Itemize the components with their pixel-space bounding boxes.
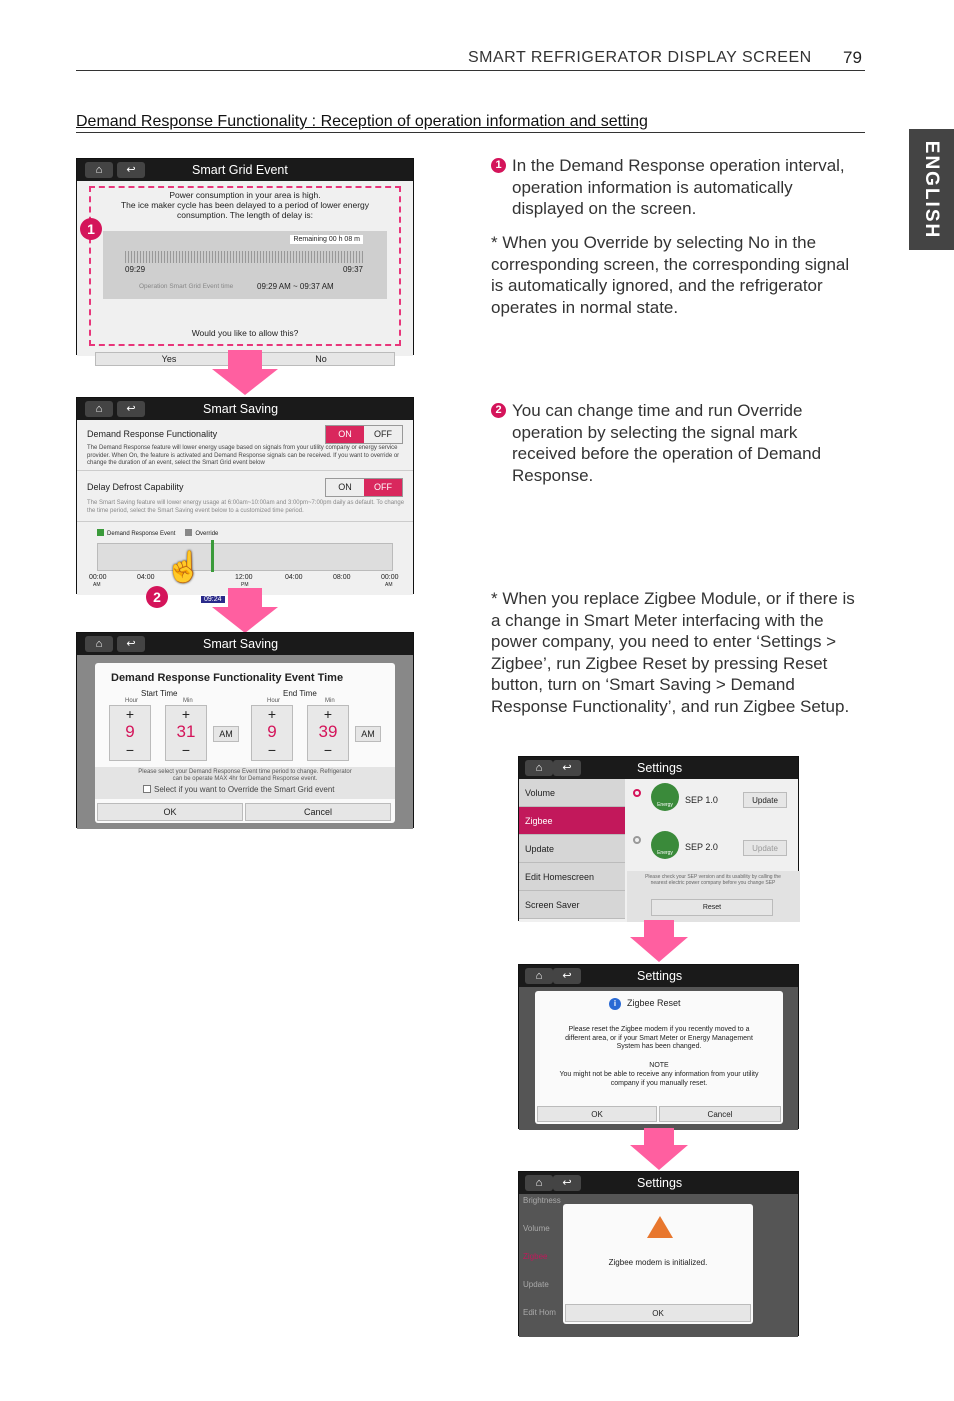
- timeline-end: 09:37: [342, 265, 363, 274]
- home-icon[interactable]: ⌂: [525, 968, 553, 984]
- language-tab: ENGLISH: [909, 129, 954, 250]
- menu-item-update[interactable]: Update: [519, 835, 625, 863]
- arrow-down-icon: [228, 350, 262, 370]
- home-icon[interactable]: ⌂: [525, 760, 553, 776]
- marker-1: 1: [491, 158, 506, 173]
- event-timeline: [125, 251, 363, 263]
- screen-title: Smart Saving: [203, 637, 279, 651]
- home-icon[interactable]: ⌂: [525, 1175, 553, 1191]
- screen-title: Smart Grid Event: [192, 163, 288, 177]
- page-number: 79: [843, 48, 862, 67]
- start-hour-picker[interactable]: + 9 −: [109, 705, 151, 761]
- reset-button[interactable]: Reset: [651, 899, 773, 916]
- energy-icon: Energy: [651, 783, 679, 811]
- reset-note: You might not be able to receive any information from your utility company if you manually reset.: [559, 1071, 759, 1087]
- event-time-screen: [76, 632, 414, 828]
- menu-item-screen-saver[interactable]: Screen Saver: [519, 891, 625, 919]
- back-icon[interactable]: ↩: [553, 968, 581, 984]
- settings-menu-dimmed: Brightness Volume Zigbee Update Edit Hom: [523, 1196, 561, 1317]
- dialog-title: Demand Response Functionality Event Time: [111, 672, 344, 684]
- screen-title: Smart Saving: [203, 402, 279, 416]
- start-time-label: Start Time: [141, 689, 178, 698]
- cancel-button[interactable]: Cancel: [245, 803, 391, 821]
- menu-item-edit-homescreen[interactable]: Edit Homescreen: [519, 863, 625, 891]
- back-icon[interactable]: ↩: [117, 636, 145, 652]
- time-range: 09:29 AM ~ 09:37 AM: [257, 282, 334, 291]
- paragraph-3: 2 You can change time and run Override operation by selecting the signal mark received before the operation of Demand Response.: [491, 400, 851, 486]
- yes-button[interactable]: Yes: [95, 352, 243, 366]
- event-chart[interactable]: [97, 543, 393, 571]
- ok-button[interactable]: OK: [537, 1106, 657, 1122]
- start-ampm-button[interactable]: AM: [213, 726, 239, 742]
- cancel-button[interactable]: Cancel: [659, 1106, 781, 1122]
- event-message-1: Power consumption in your area is high.: [169, 190, 321, 200]
- menu-item-volume[interactable]: Volume: [519, 779, 625, 807]
- legend: Demand Response Event Override: [97, 529, 218, 537]
- info-icon: i: [609, 998, 621, 1010]
- ddc-toggle[interactable]: ON OFF: [325, 478, 403, 497]
- sep2-label: SEP 2.0: [685, 842, 718, 852]
- sep-info: Please check your SEP version and its usability by calling the nearest electric power company before you change SEP: [645, 874, 781, 886]
- zigbee-initialized-screen: [518, 1171, 799, 1336]
- smart-grid-event-screen: [76, 158, 414, 364]
- paragraph-2: * When you Override by selecting No in the corresponding screen, the corresponding signal is automatically ignored, and the refrigerator operates in normal state.: [491, 233, 850, 317]
- callout-2: 2: [146, 586, 168, 608]
- reset-message: Please reset the Zigbee modem if you recently moved to a different area, or if your Smart Meter or Energy Management System has been changed.: [565, 1026, 753, 1050]
- sep1-radio[interactable]: [633, 789, 641, 797]
- marker-2: 2: [491, 403, 506, 418]
- settings-zigbee-screen: [518, 756, 799, 921]
- arrow-down-icon: [644, 920, 674, 938]
- end-ampm-button[interactable]: AM: [355, 726, 381, 742]
- back-icon[interactable]: ↩: [117, 401, 145, 417]
- initialized-dialog: [563, 1204, 753, 1324]
- header-divider: [76, 70, 865, 71]
- home-icon[interactable]: ⌂: [85, 636, 113, 652]
- allow-question: Would you like to allow this?: [191, 328, 299, 338]
- event-time-dialog: Demand Response Functionality Event Time Start Time End Time Hour Min Hour Min + 9 − + 31 − AM + 9 − + 39 − AM Please select your Demand Response Event time period to change. Refrigerator can be operate MAX 4hr for Demand Response event. Select if you want to Override the Smart Grid event OK Cancel: [95, 663, 395, 823]
- zigbee-reset-dialog: [535, 991, 783, 1124]
- warning-icon: [647, 1216, 673, 1238]
- smart-saving-screen: ⌂ ↩ Smart Saving Demand Response Functionality ON OFF The Demand Response feature will lower energy usage based on signals from your utility company or energy service provider. When On, the feature is activated and Demand Response signals can be received. If you want to override or change the duration of an event, select the Smart Grid event below Delay Defrost Capability ON OFF The Smart Saving feature will lower energy usage at 6:00am~10:00am and 3:00pm~7:00pm daily as default. To change the time period, select the Smart Saving event below to a customized time period. Demand Response Event Override 09:24 00:00 AM 04:00 12:00 PM 04:00 08:00 00:00 AM ☝: [76, 397, 414, 594]
- override-checkbox[interactable]: Select if you want to Override the Smart Grid event: [143, 785, 335, 794]
- ddc-label: Delay Defrost Capability: [87, 482, 184, 492]
- note-label: NOTE: [649, 1062, 669, 1069]
- ddc-description: The Smart Saving feature will lower energy usage at 6:00am~10:00am and 3:00pm~7:00pm daily as default. To change the time period, select the Smart Saving event below to a customized time period.: [87, 500, 405, 514]
- current-time: 09:24: [201, 596, 225, 603]
- home-icon[interactable]: ⌂: [85, 401, 113, 417]
- back-icon[interactable]: ↩: [553, 1175, 581, 1191]
- section-title: Demand Response Functionality : Reception of operation information and setting: [76, 113, 648, 130]
- sep1-label: SEP 1.0: [685, 795, 718, 805]
- end-minute-picker[interactable]: + 39 −: [307, 705, 349, 761]
- drf-label: Demand Response Functionality: [87, 429, 218, 439]
- timeline-start: 09:29: [125, 265, 146, 274]
- section-divider: [76, 132, 865, 133]
- sep1-update-button[interactable]: Update: [743, 792, 787, 808]
- back-icon[interactable]: ↩: [553, 760, 581, 776]
- paragraph-4: * When you replace Zigbee Module, or if there is a change in Smart Meter interfacing with the power company, you need to enter ‘Settings > Zigbee’, run Zigbee Reset by pressing Reset button, turn on ‘Smart Saving > Demand Response Functionality’, and run Zigbee Setup.: [491, 589, 855, 716]
- initialized-message: Zigbee modem is initialized.: [608, 1258, 708, 1267]
- screen-title: Settings: [637, 761, 683, 775]
- header-title: SMART REFRIGERATOR DISPLAY SCREEN: [468, 49, 812, 66]
- no-button[interactable]: No: [247, 352, 395, 366]
- dialog-note: Please select your Demand Response Event time period to change. Refrigerator can be operate MAX 4hr for Demand Response event.: [138, 769, 352, 782]
- drf-description: The Demand Response feature will lower energy usage based on signals from your utility company or energy service provider. When On, the feature is activated and Demand Response signals can be received. If you want to override or change the duration of an event, select the Smart Grid event below: [87, 445, 400, 466]
- screen-title: Settings: [637, 1176, 683, 1190]
- hand-pointer-icon: ☝: [165, 551, 203, 584]
- sep2-update-button[interactable]: Update: [743, 840, 787, 856]
- event-message-2: The ice maker cycle has been delayed to a period of lower energy consumption. The length of delay is:: [120, 200, 370, 220]
- callout-1: 1: [80, 218, 102, 240]
- end-hour-picker[interactable]: + 9 −: [251, 705, 293, 761]
- sep2-radio[interactable]: [633, 836, 641, 844]
- home-icon[interactable]: ⌂: [85, 162, 113, 178]
- energy-icon: Energy: [651, 831, 679, 859]
- settings-menu: [519, 779, 625, 919]
- menu-item-zigbee[interactable]: Zigbee: [519, 807, 625, 835]
- arrow-down-icon: [228, 588, 262, 608]
- ok-button[interactable]: OK: [565, 1304, 751, 1322]
- time-label: Operation Smart Grid Event time: [139, 283, 234, 290]
- back-icon[interactable]: ↩: [117, 162, 145, 178]
- drf-toggle[interactable]: ON OFF: [325, 425, 403, 444]
- dialog-title: Zigbee Reset: [627, 998, 681, 1008]
- zigbee-reset-screen: [518, 964, 799, 1129]
- remaining-time: Remaining 00 h 08 m: [290, 235, 363, 244]
- paragraph-1: 1 In the Demand Response operation interval, operation information is automatically displayed on the screen.: [491, 155, 866, 220]
- start-minute-picker[interactable]: + 31 −: [165, 705, 207, 761]
- end-time-label: End Time: [283, 689, 317, 698]
- arrow-down-icon: [644, 1128, 674, 1146]
- ok-button[interactable]: OK: [97, 803, 243, 821]
- screen-title: Settings: [637, 969, 683, 983]
- event-marker[interactable]: [211, 540, 214, 572]
